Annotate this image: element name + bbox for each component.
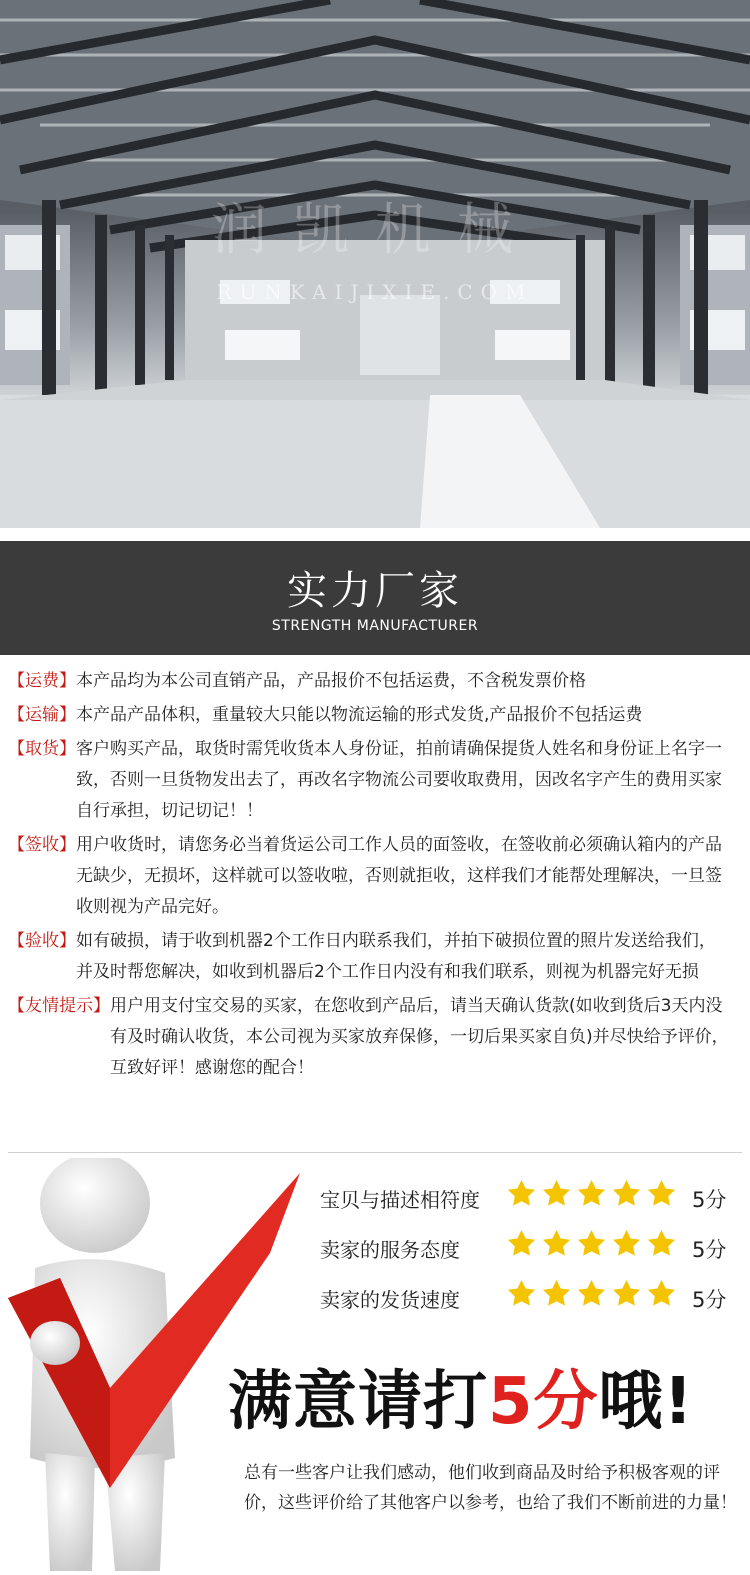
rating-label: 宝贝与描述相符度 — [320, 1188, 480, 1212]
rating-score: 5分 — [692, 1238, 727, 1262]
notice-text: 客户购买产品，取货时需凭收货本人身份证，拍前请确保提货人姓名和身份证上名字一致，否则一旦货物发出去了，再改名字物流公司要收取费用，因改名字产生的费用买家自行承担，切记切记！！ — [76, 739, 722, 821]
star-icon — [541, 1278, 572, 1309]
star-rating — [506, 1228, 681, 1263]
notice-tag: 【友情提示】 — [8, 996, 110, 1016]
headline-prefix: 满意请打 — [228, 1365, 488, 1439]
notice-pickup — [8, 734, 730, 827]
banner-title: 实力厂家 — [287, 568, 463, 614]
notice-transport — [8, 700, 730, 731]
star-icon — [611, 1278, 642, 1309]
rating-score: 5分 — [692, 1188, 727, 1212]
star-icon — [576, 1228, 607, 1259]
star-rating — [506, 1178, 681, 1213]
notice-inspection — [8, 926, 730, 988]
star-icon — [506, 1228, 537, 1259]
headline-suffix: 哦! — [598, 1365, 694, 1439]
rating-label: 卖家的服务态度 — [320, 1238, 460, 1262]
star-icon — [506, 1178, 537, 1209]
rating-list — [320, 1178, 740, 1328]
star-icon — [576, 1278, 607, 1309]
thanks-message: 总有一些客户让我们感动，他们收到商品及时给予积极客观的评价，这些评价给了其他客户以参考，也给了我们不断前进的力量！ — [244, 1463, 737, 1513]
star-icon — [611, 1228, 642, 1259]
notice-text: 本产品均为本公司直销产品，产品报价不包括运费，不含税发票价格 — [76, 671, 586, 691]
rating-label: 卖家的发货速度 — [320, 1288, 460, 1312]
rating-score: 5分 — [692, 1288, 727, 1312]
star-icon — [611, 1178, 642, 1209]
star-icon — [646, 1228, 677, 1259]
notice-signing — [8, 830, 730, 923]
satisfaction-headline — [228, 1350, 694, 1442]
watermark-english: RUNKAIJIXIE.COM — [216, 280, 534, 304]
section-divider — [8, 1152, 742, 1153]
notice-shipping-fee — [8, 666, 730, 697]
star-icon — [506, 1278, 537, 1309]
star-icon — [541, 1228, 572, 1259]
notice-tag: 【取货】 — [8, 739, 76, 759]
notice-text: 用户收货时，请您务必当着货运公司工作人员的面签收，在签收前必须确认箱内的产品无缺少，无损坏，这样就可以签收啦，否则就拒收，这样我们才能帮处理解决，一旦签收则视为产品完好。 — [76, 835, 722, 917]
banner-subtitle: STRENGTH MANUFACTURER — [271, 618, 479, 634]
headline-highlight: 5分 — [488, 1365, 599, 1439]
rating-row-service — [320, 1228, 740, 1278]
notice-tag: 【运输】 — [8, 705, 76, 725]
rating-row-delivery — [320, 1278, 740, 1328]
rating-row-description — [320, 1178, 740, 1228]
notice-text: 本产品产品体积，重量较大只能以物流运输的形式发货,产品报价不包括运费 — [76, 705, 643, 725]
watermark-chinese: 润凯机械 — [211, 198, 539, 263]
notice-tag: 【验收】 — [8, 931, 76, 951]
star-rating — [506, 1278, 681, 1313]
notice-tag: 【运费】 — [8, 671, 76, 691]
notice-text: 用户用支付宝交易的买家，在您收到产品后，请当天确认货款(如收到货后3天内没有及时确认收货，本公司视为买家放弃保修，一切后果买家自负)并尽快给予评价，互致好评！感谢您的配合！ — [110, 996, 729, 1078]
strength-banner — [0, 541, 750, 655]
notice-text: 如有破损，请于收到机器2个工作日内联系我们，并拍下破损位置的照片发送给我们，并及时帮您解决，如收到机器后2个工作日内没有和我们联系，则视为机器完好无损 — [76, 931, 716, 982]
star-icon — [646, 1278, 677, 1309]
star-icon — [646, 1178, 677, 1209]
warehouse-photo — [0, 0, 750, 528]
star-icon — [576, 1178, 607, 1209]
notice-friendly-tip — [8, 991, 730, 1084]
star-icon — [541, 1178, 572, 1209]
notice-tag: 【签收】 — [8, 835, 76, 855]
notice-list — [8, 666, 730, 1087]
